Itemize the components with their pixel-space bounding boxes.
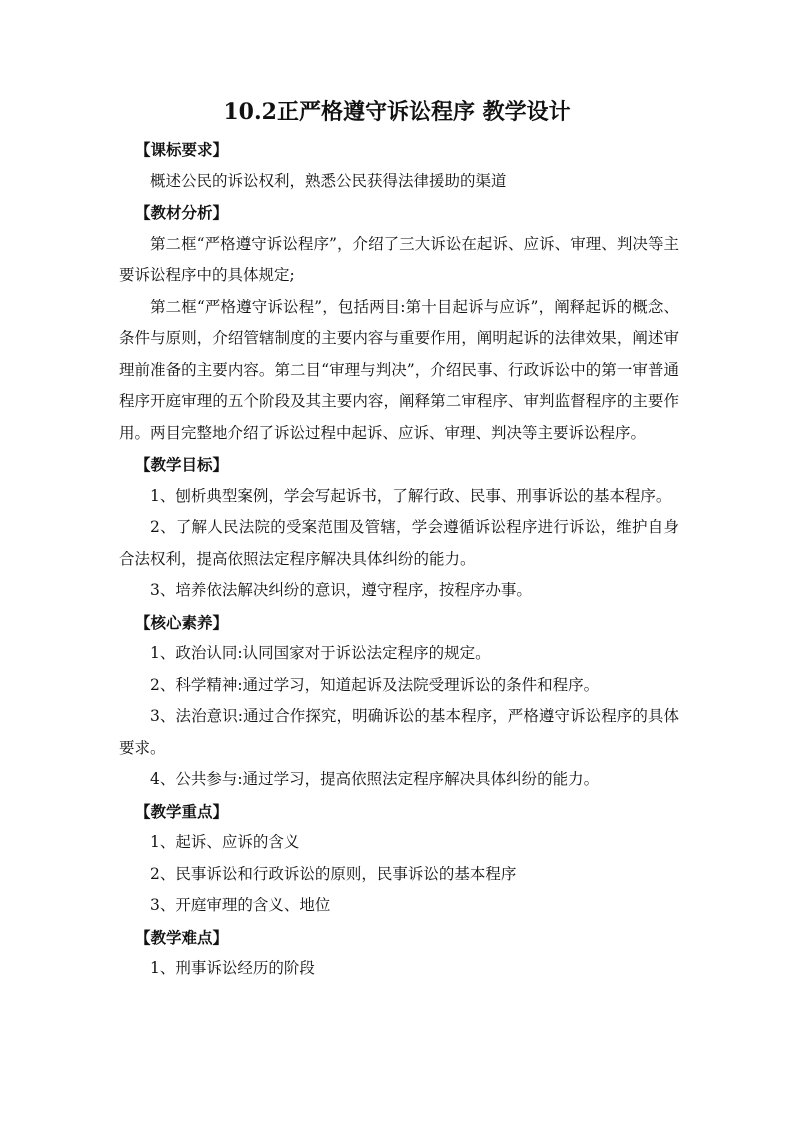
document-title: 10.2正严格遵守诉讼程序 教学设计 [223,99,571,125]
paragraph: 第二框“严格遵守诉讼程序”，介绍了三大诉讼在起诉、应诉、审理、判决等主要诉讼程序中的具体规定; [119,234,679,284]
list-item: 3、法治意识:通过合作探究，明确诉讼的基本程序，严格遵守诉讼程序的具体要求。 [119,707,679,757]
list-item: 1、政治认同:认同国家对于诉讼法定程序的规定。 [150,644,491,662]
paragraph: 概述公民的诉讼权利，熟悉公民获得法律援助的渠道 [150,171,507,190]
list-item: 1、起诉、应诉的含义 [150,833,300,851]
list-item: 2、科学精神:通过学习，知道起诉及法院受理诉讼的条件和程序。 [150,675,600,694]
paragraph: 第二框“严格遵守诉讼程”，包括两目:第十目起诉与应诉”，阐释起诉的概念、条件与原则，介绍管辖制度的主要内容与重要作用，阐明起诉的法律效果，阐述审理前准备的主要内容。第二目“审理与判决”，介绍民事、行政诉讼中的第一审普通程序开庭审理的五个阶段及其主要内容，阐释第二审程序、审判监督程序的主要作用。两目完整地介绍了诉讼过程中起诉、应诉、审理、判决等主要诉讼程序。 [119,297,679,442]
list-item: 1、刨析典型案例，学会写起诉书，了解行政、民事、刑事诉讼的基本程序。 [150,486,672,505]
list-item: 4、公共参与:通过学习，提高依照法定程序解决具体纠纷的能力。 [150,770,600,788]
list-item: 2、民事诉讼和行政诉讼的原则，民事诉讼的基本程序 [150,864,517,883]
section-heading-teaching-key-points: 【教学重点】 [135,801,229,821]
list-item: 3、开庭审理的含义、地位 [150,896,331,914]
section-heading-textbook-analysis: 【教材分析】 [135,203,229,222]
document-body [119,134,679,985]
list-item: 1、刑事诉讼经历的阶段 [150,959,315,977]
section-heading-teaching-objectives: 【教学目标】 [135,455,229,474]
list-item: 2、了解人民法院的受案范围及管辖，学会遵循诉讼程序进行诉讼，维护自身合法权利，提高依照法定程序解决具体纠纷的能力。 [119,518,679,568]
section-heading-core-literacy: 【核心素养】 [135,612,229,632]
section-heading-teaching-difficulties: 【教学难点】 [135,927,229,947]
section-heading-curriculum-standard: 【课标要求】 [135,140,229,159]
list-item: 3、培养依法解决纠纷的意识，遵守程序，按程序办事。 [150,581,532,599]
